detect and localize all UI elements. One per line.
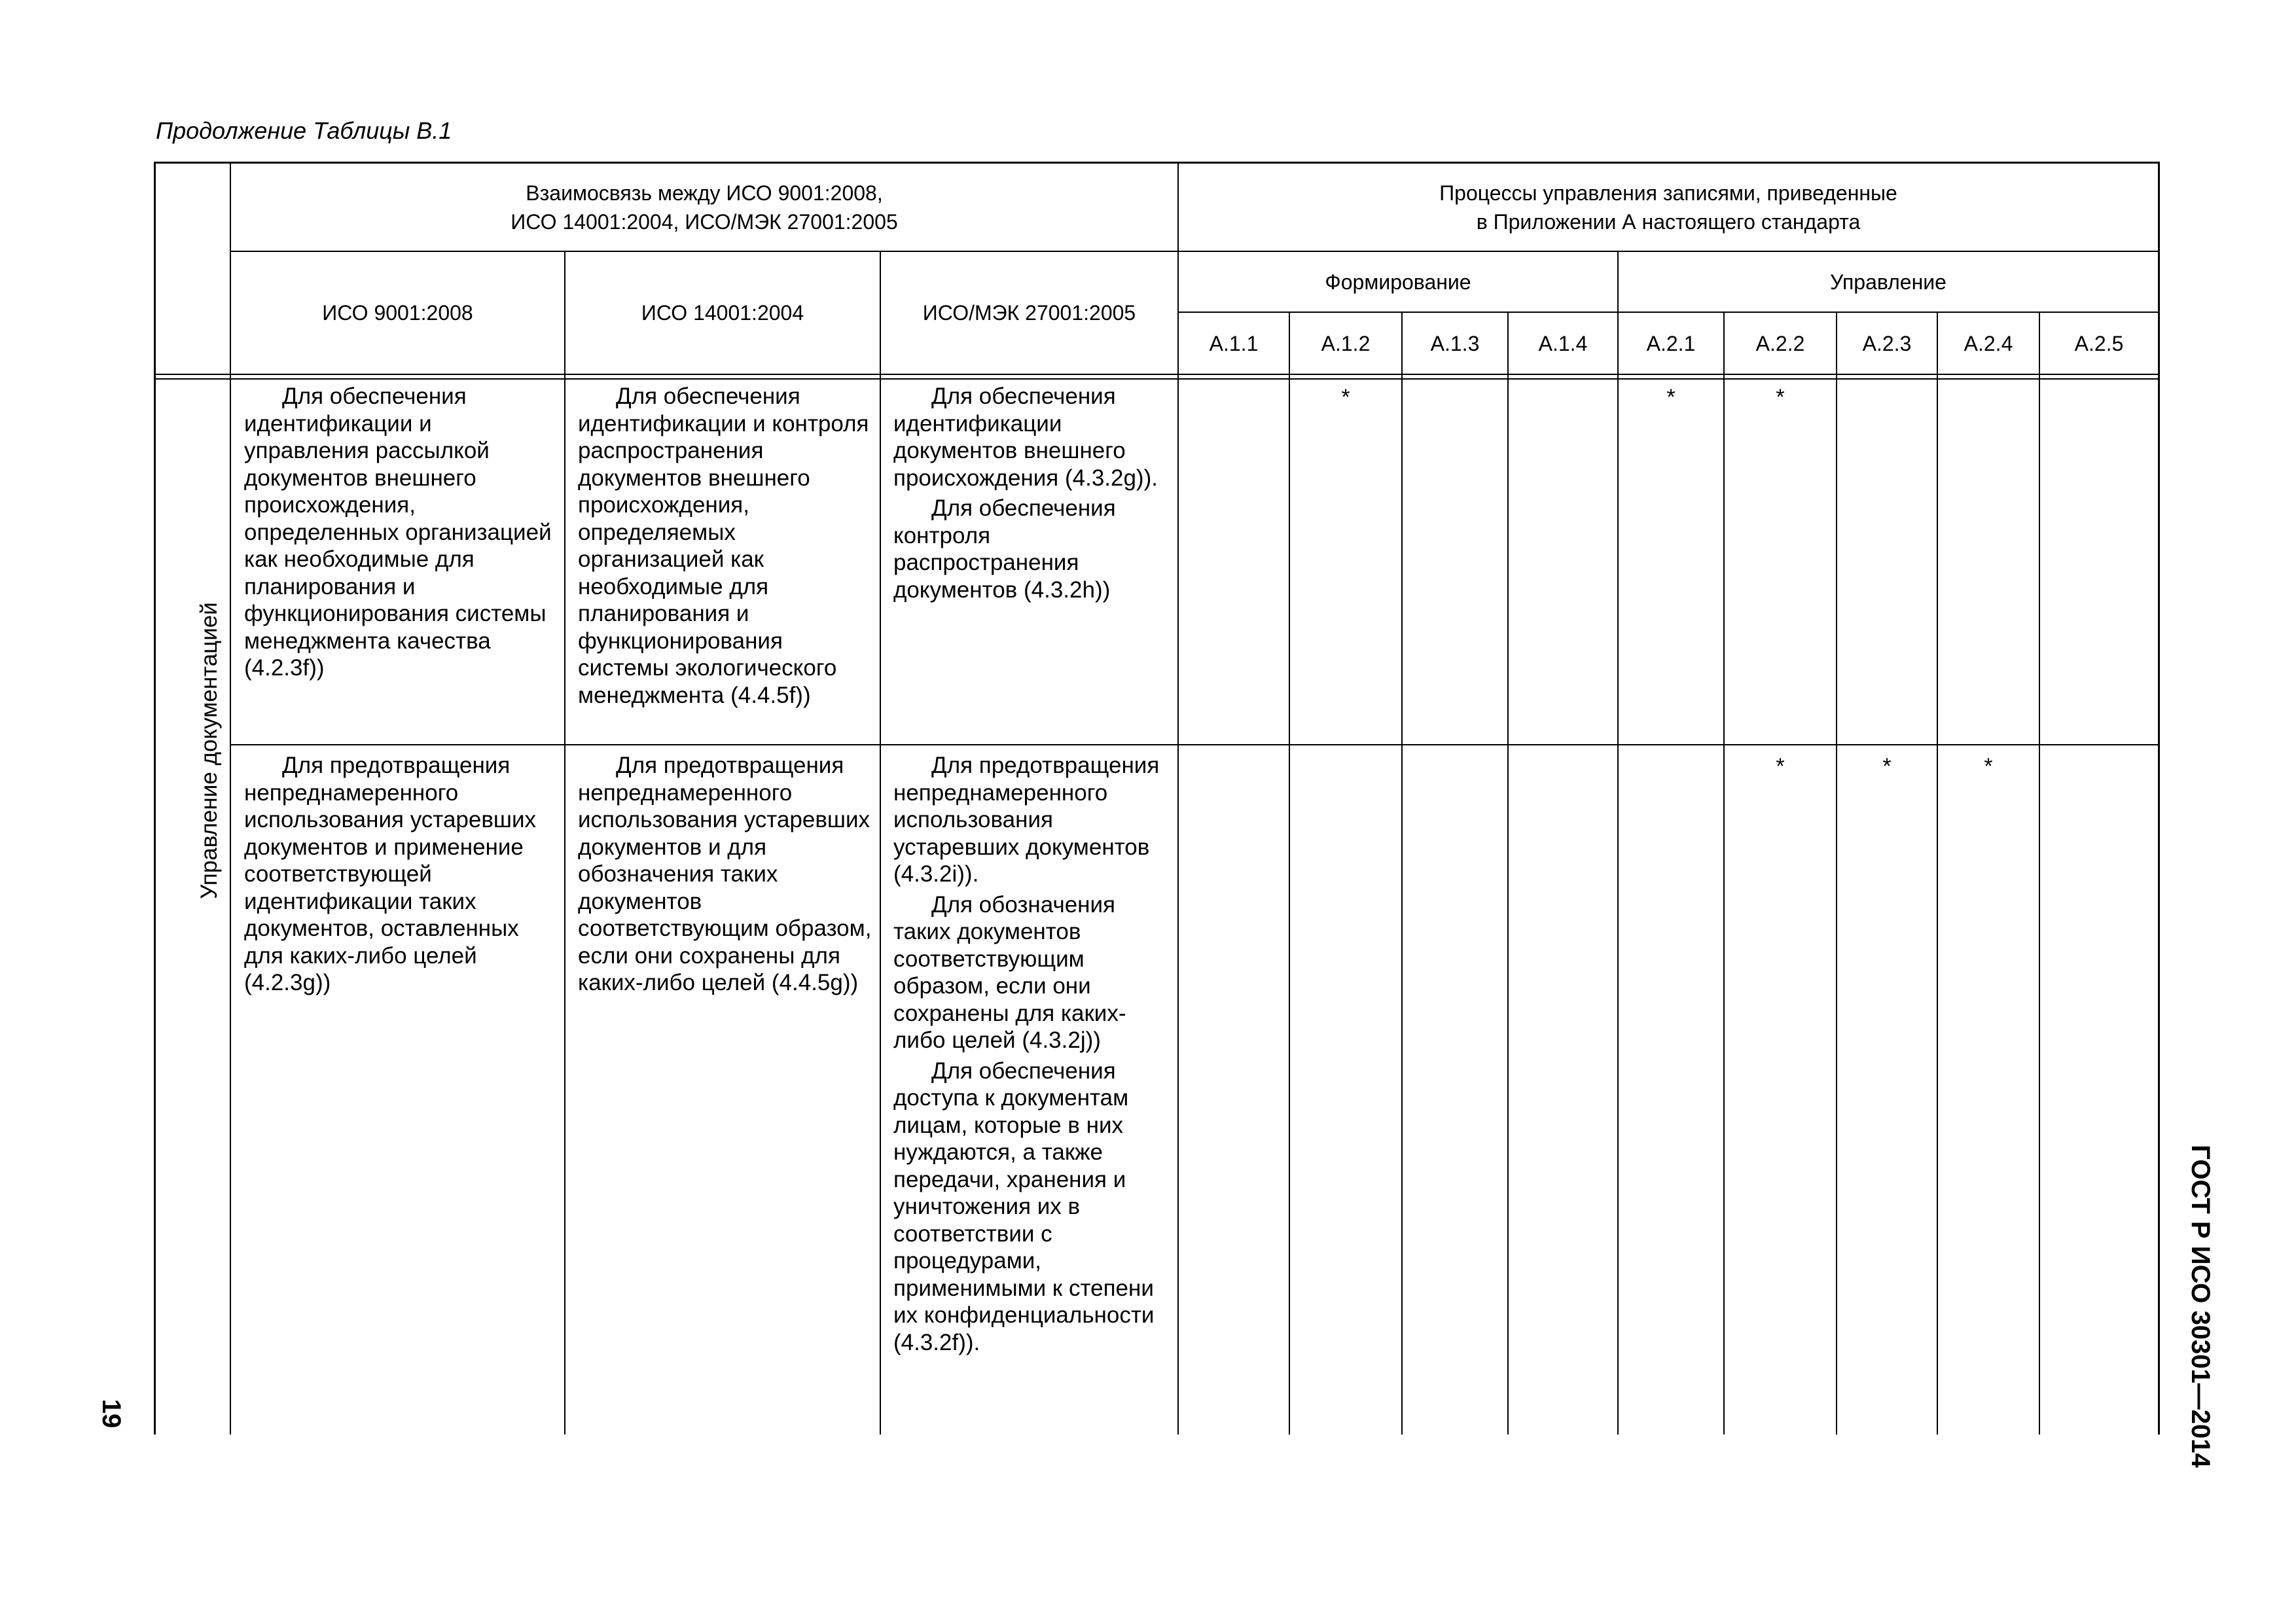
vline-a24 <box>2039 312 2040 1435</box>
records-table <box>154 162 2160 1435</box>
vline-a22 <box>1836 312 1837 1435</box>
header-iso14001: ИСО 14001:2004 <box>641 301 804 325</box>
mark-asterisk: * <box>1341 385 1350 410</box>
vline-a11 <box>1289 312 1290 1435</box>
subheader-a13: А.1.3 <box>1430 331 1480 355</box>
subheader-a24: А.2.4 <box>1964 331 2013 355</box>
row-group-label: Управление документацией <box>196 602 222 899</box>
row2-iso14001 <box>578 752 880 997</box>
row2-iso9001 <box>244 752 564 997</box>
mark-asterisk: * <box>1776 754 1785 779</box>
subheader-a12: А.1.2 <box>1321 331 1371 355</box>
header-bottom-line-a <box>154 374 2160 375</box>
table-caption: Продолжение Таблицы В.1 <box>156 117 452 144</box>
row1-iso27001-para-2: Для обеспечения контроля распространения документов (4.3.2h)) <box>893 495 1116 603</box>
row1-iso9001 <box>244 383 564 682</box>
subheader-a22: А.2.2 <box>1755 331 1805 355</box>
subheader-a11: А.1.1 <box>1209 331 1259 355</box>
subheader-a25: А.2.5 <box>2074 331 2124 355</box>
vline-a21 <box>1723 312 1725 1435</box>
vline-a23 <box>1937 312 1938 1435</box>
row1-iso14001-para: Для обеспечения идентификации и контроля распространения документов внешнего происхождения, определяемых организацией как необходимые для планирования и функционирования системы экологического менеджмента (4.4.5f)) <box>578 383 869 708</box>
subheader-a14: А.1.4 <box>1538 331 1588 355</box>
subheader-a23: А.2.3 <box>1862 331 1912 355</box>
mark-asterisk: * <box>1882 754 1892 779</box>
vline-a13 <box>1507 312 1509 1435</box>
subheader-a21: А.2.1 <box>1646 331 1696 355</box>
mark-asterisk: * <box>1984 754 1993 779</box>
header-processes: Процессы управления записями, приведенные в Приложении А настоящего стандарта <box>1439 181 1897 234</box>
table-right-border <box>2158 162 2160 1435</box>
row2-iso27001-para-3: Для обеспечения доступа к документам лицам, которые в них нуждаются, а также передачи, хранения и уничтожения их в соответствии с процедурами, применимыми к степени их конфиденциальности (4.3.2f)). <box>893 1058 1155 1355</box>
page-number: 19 <box>97 1399 126 1429</box>
row1-iso27001-para-1: Для обеспечения идентификации документов внешнего происхождения (4.3.2g)). <box>893 383 1158 491</box>
header-iso27001: ИСО/МЭК 27001:2005 <box>922 301 1136 325</box>
row2-iso27001-para-2: Для обозначения таких документов соответствующим образом, если они сохранены для каких-либо целей (4.3.2j)) <box>893 891 1126 1053</box>
vline-a12 <box>1401 312 1403 1435</box>
row1-iso14001 <box>578 383 880 709</box>
header-management: Управление <box>1830 270 1946 294</box>
row1-iso27001 <box>893 383 1177 603</box>
vline-iso9001 <box>564 251 565 1435</box>
row1-iso9001-para: Для обеспечения идентификации и управления рассылкой документов внешнего происхождения, определенных организацией как необходимые для планирования и функционирования системы менеджмента качества (4.2.3f)) <box>244 383 552 681</box>
row2-iso27001-para-1: Для предотвращения непреднамеренного использования устаревших документов (4.3.2i)). <box>893 753 1160 887</box>
row2-iso27001 <box>893 752 1177 1356</box>
vline-iso14001 <box>880 251 881 1435</box>
document-title: ГОСТ Р ИСО 30301—2014 <box>2186 1145 2215 1468</box>
mark-asterisk: * <box>1666 385 1676 410</box>
header-relation: Взаимосвязь между ИСО 9001:2008, ИСО 14001:2004, ИСО/МЭК 27001:2005 <box>511 181 898 234</box>
row2-iso14001-para: Для предотвращения непреднамеренного использования устаревших документов и для обозначения таких документов соответствующим образом, если они сохранены для каких-либо целей (4.4.5g)) <box>578 753 872 995</box>
table-left-border <box>154 162 156 1435</box>
row-divider <box>230 744 2160 745</box>
header-formation: Формирование <box>1325 270 1471 294</box>
header-bottom-line-b <box>154 378 2160 380</box>
vline-groups <box>1617 251 1619 1435</box>
header-iso9001: ИСО 9001:2008 <box>322 301 473 325</box>
row2-iso9001-para: Для предотвращения непреднамеренного использования устаревших документов и применение соответствующей идентификации таких документов, оставленных для каких-либо целей (4.2.3g)) <box>244 753 537 995</box>
mark-asterisk: * <box>1776 385 1785 410</box>
